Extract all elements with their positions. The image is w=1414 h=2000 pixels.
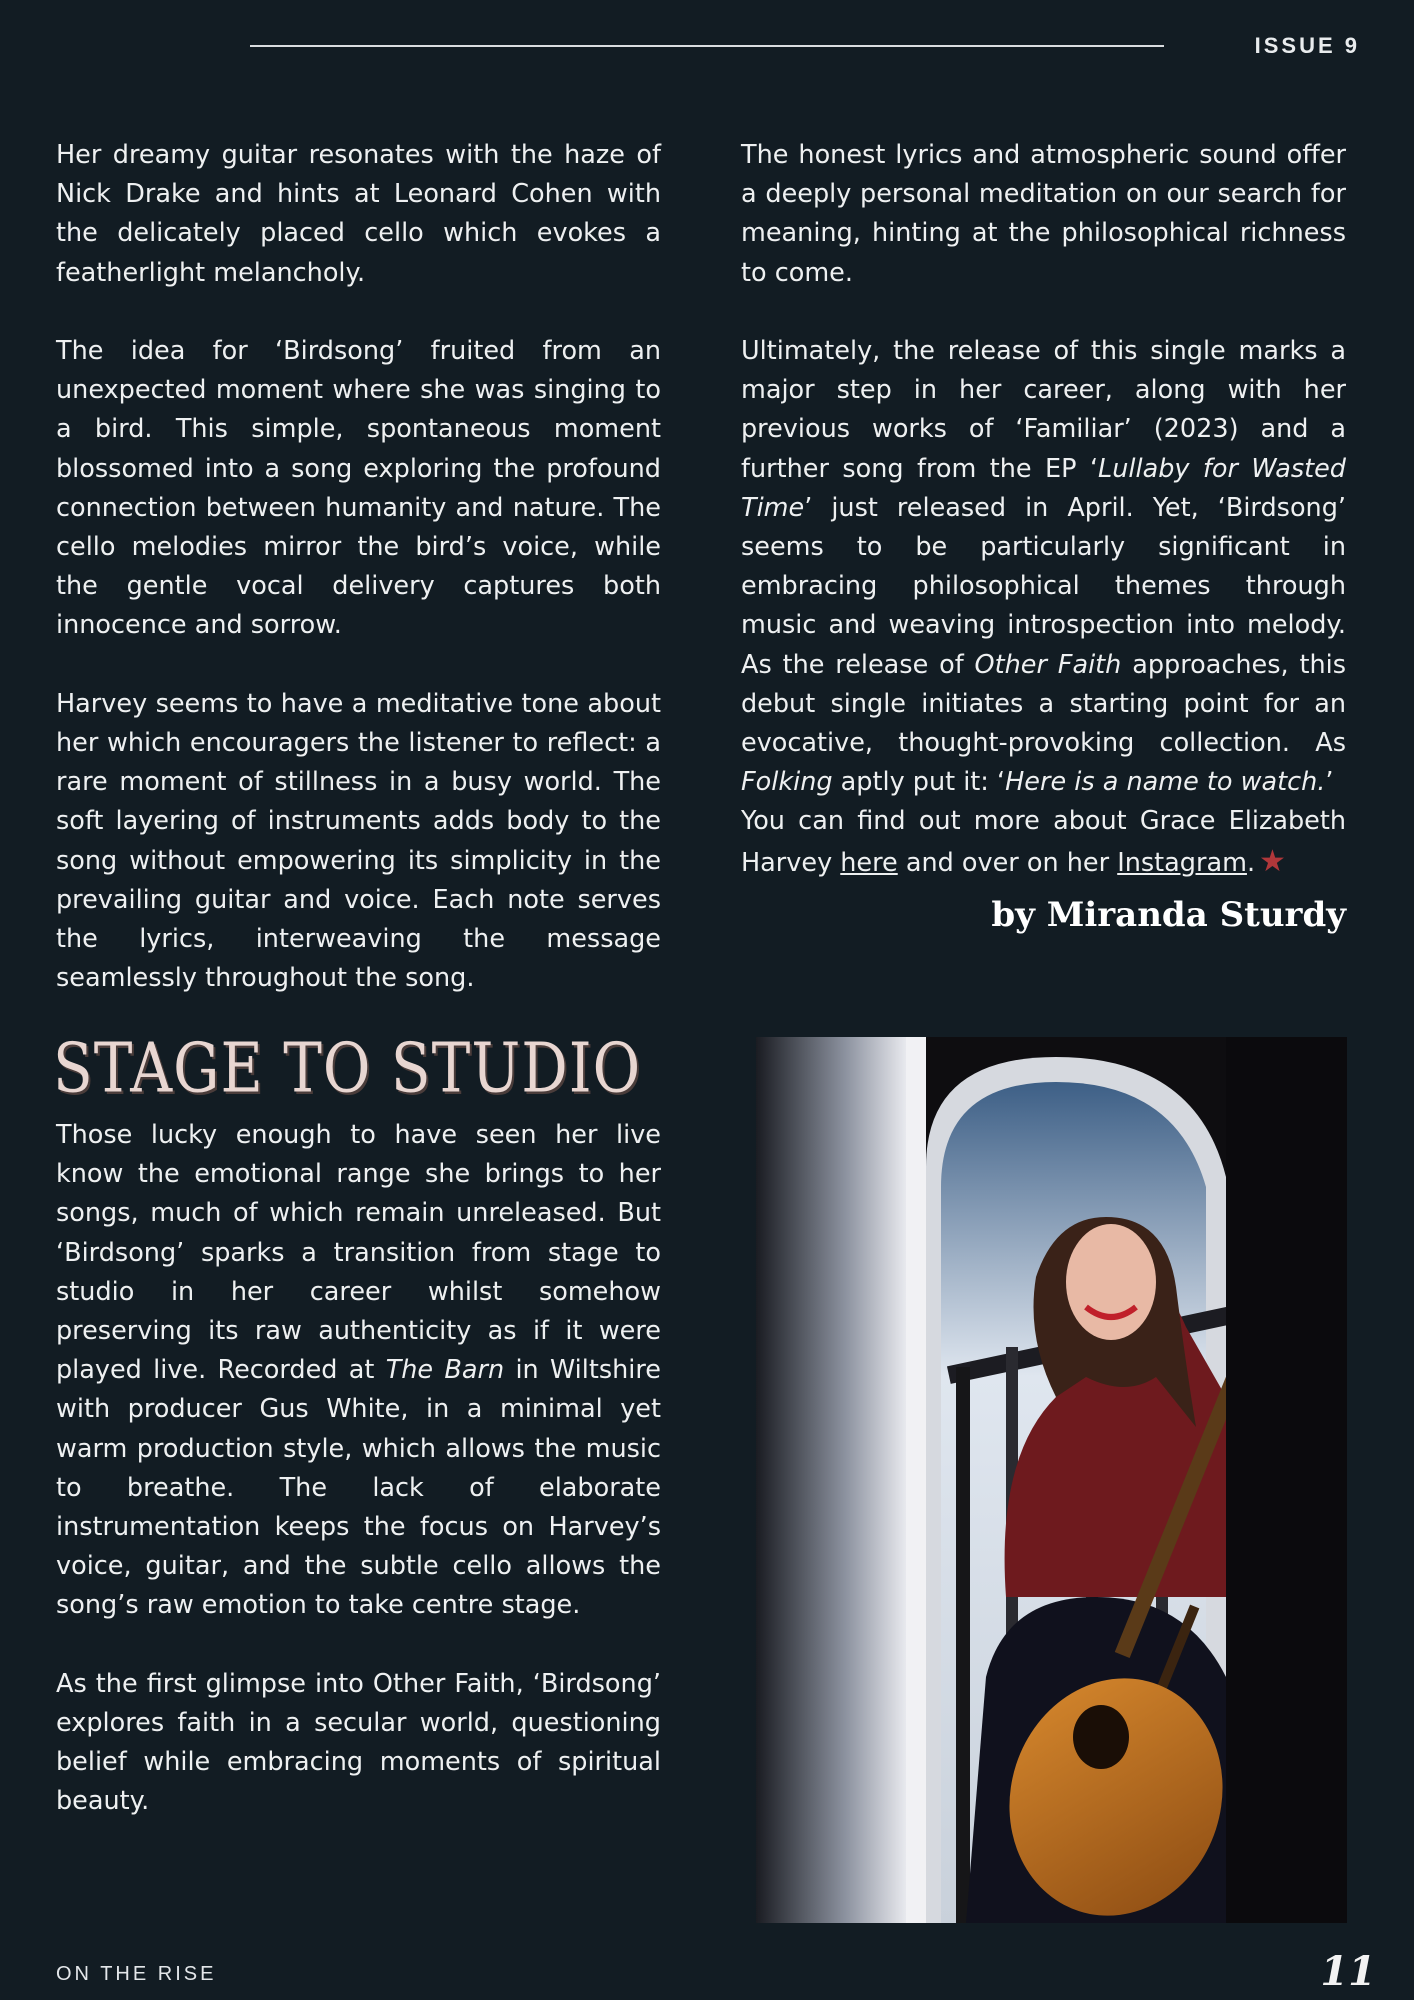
paragraph: You can find out more about Grace Elizabeth Harvey here and over on her Instagram. ★ <box>741 806 1346 879</box>
instagram-link[interactable]: Instagram <box>1117 847 1247 878</box>
issue-label: ISSUE 9 <box>1254 33 1360 58</box>
artist-photo <box>756 1037 1347 1923</box>
star-icon: ★ <box>1259 843 1286 879</box>
section-body <box>56 1116 661 1822</box>
paragraph: Ultimately, the release of this single marks a major step in her career, along with her previous works of ‘Familiar’ (2023) and a further song from the EP ‘Lullaby for Wasted Time’ just released in April. Yet, ‘Birdsong’ seems to be particularly significant in embracing philosophical themes through music and weaving introspection into melody. As the release of Other Faith approaches, this debut single initiates a starting point for an evocative, thought-provoking collection. As Folking aptly put it: ‘Here is a name to watch.’ <box>741 336 1346 798</box>
paragraph: Harvey seems to have a meditative tone about her which encouragers the listener to reflect: a rare moment of stillness in a busy world. The soft layering of instruments adds body to the song without empowering its simplicity in the prevailing guitar and voice. Each note serves the lyrics, interweaving the message seamlessly throughout the song. <box>56 688 661 994</box>
section-heading: STAGE TO STUDIO <box>53 1028 642 1109</box>
paragraph: The honest lyrics and atmospheric sound offer a deeply personal meditation on our search for meaning, hinting at the philosophical richness to come. <box>741 140 1346 288</box>
page-number: 11 <box>1320 1948 1376 1995</box>
left-column <box>56 136 661 998</box>
paragraph: Her dreamy guitar resonates with the haze of Nick Drake and hints at Leonard Cohen with the delicately placed cello which evokes a featherlight melancholy. <box>56 140 661 288</box>
header-rule <box>250 45 1164 47</box>
byline: by Miranda Sturdy <box>991 895 1346 935</box>
paragraph: Those lucky enough to have seen her live know the emotional range she brings to her songs, much of which remain unreleased. But ‘Birdsong’ sparks a transition from stage to studio in her career whilst somehow preserving its raw authenticity as if it were played live. Recorded at The Barn in Wiltshire with producer Gus White, in a minimal yet warm production style, which allows the music to breathe. The lack of elaborate instrumentation keeps the focus on Harvey’s voice, guitar, and the subtle cello allows the song’s raw emotion to take centre stage. <box>56 1120 661 1621</box>
here-link[interactable]: here <box>840 847 898 878</box>
paragraph: As the first glimpse into Other Faith, ‘Birdsong’ explores faith in a secular world, questioning belief while embracing moments of spiritual beauty. <box>56 1668 661 1817</box>
section-label: ON THE RISE <box>56 1963 217 1985</box>
paragraph: The idea for ‘Birdsong’ fruited from an unexpected moment where she was singing to a bird. This simple, spontaneous moment blossomed into a song exploring the profound connection between humanity and nature. The cello melodies mirror the bird’s voice, while the gentle vocal delivery captures both innocence and sorrow. <box>56 336 661 641</box>
right-column <box>741 136 1346 883</box>
